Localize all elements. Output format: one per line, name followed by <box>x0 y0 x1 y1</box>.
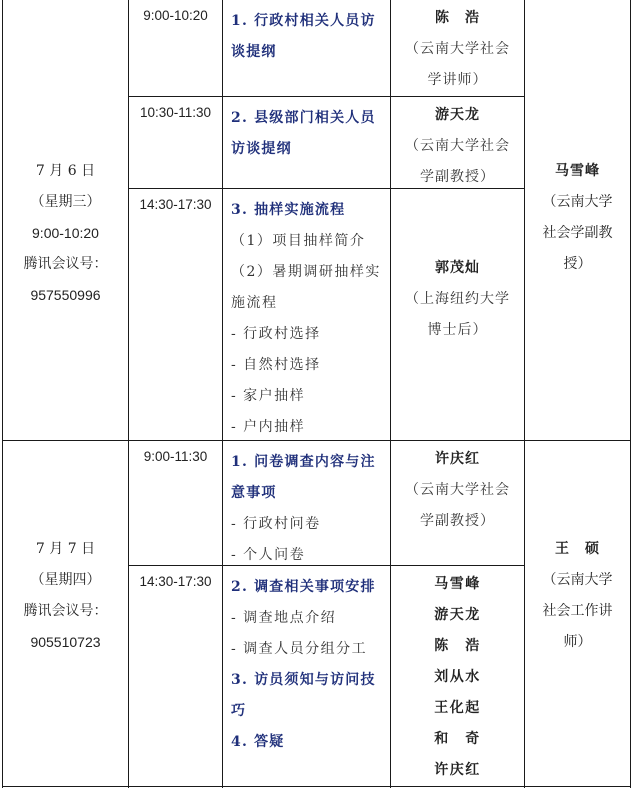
d1s3-speaker-aff-2: 博士后） <box>427 322 488 338</box>
d2s1-time: 9:00-11:30 <box>143 449 208 464</box>
d2s2-speaker-1: 马雪峰 <box>434 576 481 592</box>
day2-meeting-id: 905510723 <box>30 634 101 650</box>
d1s1-speaker-name: 陈 浩 <box>435 10 480 26</box>
d2s2-sub-2: - 调查人员分组分工 <box>231 641 368 657</box>
d1s3-sub-4: - 行政村选择 <box>231 326 321 342</box>
d1s3-sub-5: - 自然村选择 <box>231 357 321 373</box>
d2s1-sub-2: - 个人问卷 <box>231 547 306 563</box>
d1s2-speaker-aff-2: 学副教授） <box>420 169 495 185</box>
d2s2-speakers <box>391 566 524 786</box>
d1s3-speaker-aff-1: （上海纽约大学 <box>405 291 510 307</box>
day2-host-aff-3: 师） <box>563 634 592 650</box>
day1-host-aff-3: 授） <box>563 256 592 272</box>
d2s1-title-2: 意事项 <box>231 485 277 501</box>
d2s2-speaker-5: 王化起 <box>434 700 481 716</box>
border-col-host <box>524 0 525 788</box>
border-left <box>2 0 3 788</box>
day1-host-name: 马雪峰 <box>555 163 600 179</box>
day2-host-aff-1: （云南大学 <box>542 572 613 588</box>
d1s3-topic <box>223 189 390 443</box>
d1s3-speaker-name: 郭茂灿 <box>435 260 480 276</box>
d2s1-sub-1: - 行政村问卷 <box>231 516 321 532</box>
d1s2-speaker <box>391 97 524 193</box>
d2s1-title-1: 1. 问卷调查内容与注 <box>231 454 376 470</box>
d2s2-speaker-6: 和 奇 <box>434 731 481 747</box>
border-right <box>630 0 631 788</box>
d1s2-time: 10:30-11:30 <box>139 105 212 120</box>
day1-date-cell <box>3 156 128 311</box>
day1-date: 7 月 6 日 <box>35 163 96 179</box>
d2s1-topic <box>223 441 390 571</box>
d2s2-title-3: 3. 访员须知与访问技 <box>231 672 376 688</box>
d1s1-speaker <box>391 0 524 96</box>
d2s2-speaker-4: 刘从水 <box>434 669 481 685</box>
d1s1-topic <box>223 0 390 68</box>
day1-meeting-label: 腾讯会议号： <box>23 256 108 272</box>
day1-weekday: （星期三） <box>30 194 101 210</box>
d1s3-sub-3: 施流程 <box>231 295 278 311</box>
d1s3-sub-7: - 户内抽样 <box>231 419 306 435</box>
d1s3-title-1: 3. 抽样实施流程 <box>231 202 346 218</box>
day1-host-aff-1: （云南大学 <box>542 194 613 210</box>
d2s2-title-5: 4. 答疑 <box>231 734 285 750</box>
d1s1-speaker-aff-1: （云南大学社会 <box>405 41 510 57</box>
d2s2-speaker-3: 陈 浩 <box>434 638 481 654</box>
d2s2-title-4: 巧 <box>231 703 247 719</box>
d1s3-speaker <box>391 250 524 346</box>
day2-date-cell <box>3 534 128 658</box>
d2s2-title-1: 2. 调查相关事项安排 <box>231 579 376 595</box>
d1s2-title-2: 访谈提纲 <box>231 141 292 157</box>
day2-date: 7 月 7 日 <box>35 541 96 557</box>
day1-host-aff-2: 社会学副教 <box>542 225 613 241</box>
border-bottom <box>2 786 631 787</box>
day1-host <box>525 156 630 280</box>
day2-host-name: 王 硕 <box>555 541 600 557</box>
d1s3-sub-1: （1）项目抽样简介 <box>231 233 366 249</box>
d1s1-speaker-aff-2: 学讲师） <box>427 72 488 88</box>
d1s1-title-1: 1. 行政村相关人员访 <box>231 13 376 29</box>
d1s2-speaker-name: 游天龙 <box>435 107 480 123</box>
d1s2-speaker-aff-1: （云南大学社会 <box>405 138 510 154</box>
d1s2-title-1: 2. 县级部门相关人员 <box>231 110 376 126</box>
d2s1-speaker-name: 许庆红 <box>435 451 480 467</box>
d1s1-time: 9:00-10:20 <box>143 8 208 23</box>
d2s1-speaker-aff-2: 学副教授） <box>420 513 495 529</box>
day2-meeting-label: 腾讯会议号： <box>23 603 108 619</box>
d2s2-topic <box>223 566 390 758</box>
d1s2-topic <box>223 97 390 165</box>
d2s2-sub-1: - 调查地点介绍 <box>231 610 337 626</box>
day2-weekday: （星期四） <box>30 572 101 588</box>
day1-meeting-id: 957550996 <box>30 287 101 303</box>
d2s1-speaker <box>391 441 524 537</box>
d2s2-time: 14:30-17:30 <box>139 574 212 589</box>
day2-host-aff-2: 社会工作讲 <box>542 603 613 619</box>
d2s1-speaker-aff-1: （云南大学社会 <box>405 482 510 498</box>
d1s1-title-2: 谈提纲 <box>231 44 277 60</box>
d2s2-speaker-7: 许庆红 <box>434 762 481 778</box>
d2s2-speaker-2: 游天龙 <box>434 607 481 623</box>
day2-host <box>525 534 630 658</box>
d1s3-sub-6: - 家户抽样 <box>231 388 306 404</box>
d1s3-time: 14:30-17:30 <box>139 197 212 212</box>
d1s3-sub-2: （2）暑期调研抽样实 <box>231 264 381 280</box>
day1-time: 9:00-10:20 <box>32 225 99 241</box>
